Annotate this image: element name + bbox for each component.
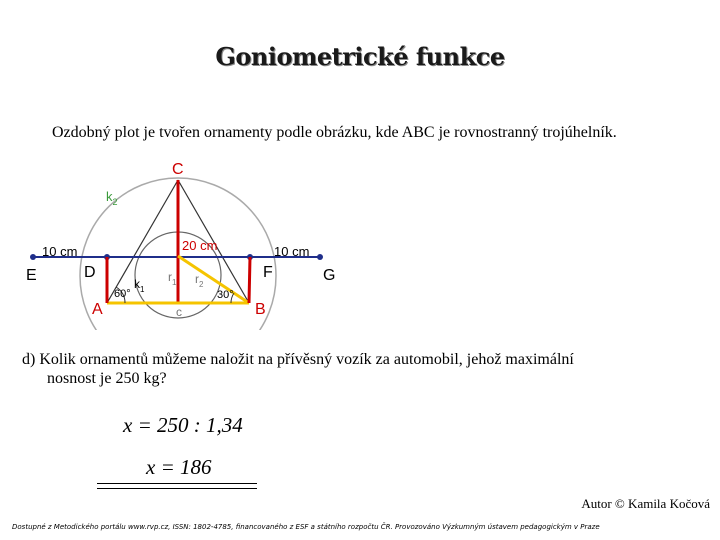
label-a: A [92, 301, 103, 318]
label-r2: $r_2$ [195, 272, 204, 289]
point-e [30, 254, 36, 260]
label-g: G [323, 267, 336, 284]
label-r1: $r_1$ [168, 270, 177, 287]
page-title: Goniometrické funkce [215, 42, 505, 71]
question-d [22, 350, 682, 388]
segment-fb [249, 257, 250, 303]
equation-2: x = 186 [146, 455, 212, 479]
label-f: F [263, 264, 273, 281]
label-e: E [26, 267, 37, 284]
label-k1: $k_1$ [134, 277, 145, 294]
label-c: C [172, 161, 184, 178]
label-c-side: c [176, 305, 182, 319]
label-dim-mid: 20 cm [182, 238, 218, 253]
radius-r2 [178, 256, 249, 303]
label-angle-30: 30° [217, 289, 234, 301]
label-dim-right: 10 cm [274, 244, 310, 259]
double-underline-top [97, 483, 257, 484]
question-line-1: d) Kolik ornamentů můžeme naložit na přívěsný vozík za automobil, jehož maximální [22, 351, 574, 368]
point-g [317, 254, 323, 260]
footer-note: Dostupné z Metodického portálu www.rvp.cz, ISSN: 1802-4785, financovaného z ESF a státního rozpočtu ČR. Provozováno Výzkumným ústavem pedagogickým v Praze [12, 523, 600, 531]
double-underline-bottom [97, 488, 257, 489]
problem-intro: Ozdobný plot je tvořen ornamenty podle obrázku, kde ABC je rovnostranný trojúhelník. [52, 124, 617, 141]
label-dim-left: 10 cm [42, 244, 78, 259]
ornament-diagram [0, 150, 720, 330]
label-k2: $k_2$ [106, 189, 118, 207]
equation-1: x = 250 : 1,34 [123, 413, 243, 437]
label-angle-60: 60° [114, 288, 131, 300]
label-d: D [84, 264, 96, 281]
label-b: B [255, 301, 266, 318]
question-line-2: nosnost je 250 kg? [47, 370, 167, 387]
author-credit: Autor © Kamila Kočová [581, 496, 710, 511]
